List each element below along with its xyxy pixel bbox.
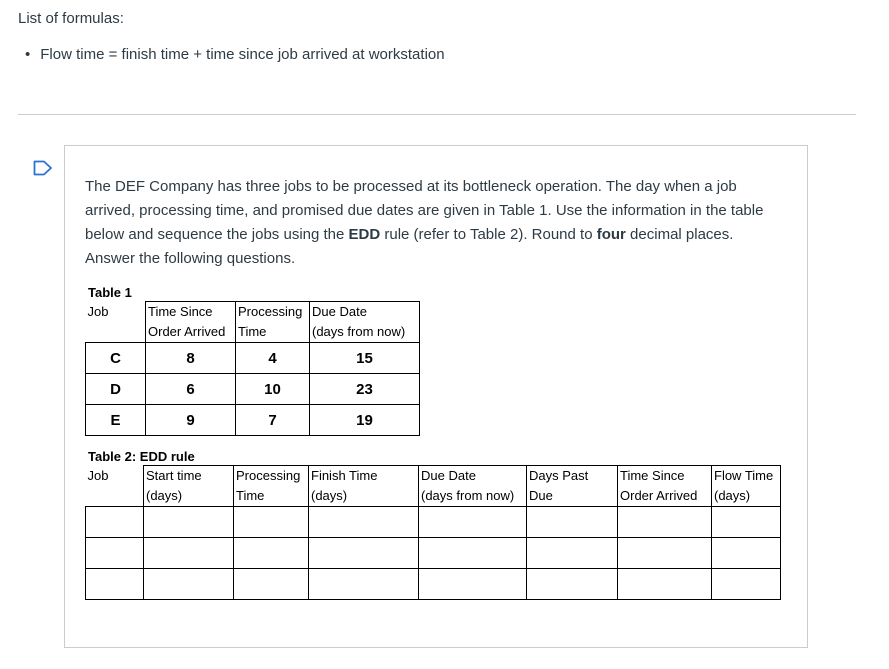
table-row [86, 538, 781, 569]
header-line1: Job [87, 467, 109, 483]
table-row [86, 569, 781, 600]
table-2-grid [85, 465, 781, 600]
header-line1: Time Since [148, 304, 213, 319]
table-cell: 10 [236, 374, 310, 405]
header-line1: Due Date [421, 468, 476, 483]
header-line2: Time [236, 488, 265, 503]
formulas-title: List of formulas: [18, 10, 124, 27]
table-row [86, 507, 781, 538]
header-line2: (days) [146, 488, 183, 503]
section-divider [18, 114, 856, 115]
table-cell: 19 [310, 405, 420, 436]
header-line2: (days from now) [421, 488, 515, 503]
table-2-header-cell [234, 466, 309, 507]
header-line2: (days) [311, 488, 348, 503]
table-cell [309, 569, 419, 600]
table-1-header-row [86, 302, 420, 343]
table-cell [144, 538, 234, 569]
table-cell [234, 569, 309, 600]
header-line1: Flow Time [714, 468, 774, 483]
table-1 [85, 285, 420, 436]
header-line1: Days Past Due [529, 468, 589, 503]
table-1-header-cell [146, 302, 236, 343]
question-intro: The DEF Company has three jobs to be processed at its bottleneck operation. The day when a job arrived, processing time, and promised due dates are given in Table 1. Use the information in the table below and sequence the jobs using the [85, 178, 764, 243]
table-cell [234, 507, 309, 538]
table-cell [712, 569, 781, 600]
table-cell [618, 507, 712, 538]
table-cell: 4 [236, 343, 310, 374]
header-line1: Finish Time [311, 468, 378, 483]
table-cell: 23 [310, 374, 420, 405]
flag-question-icon[interactable] [33, 160, 53, 176]
header-line1: Job [87, 303, 109, 319]
table-cell [144, 569, 234, 600]
table-row [86, 374, 420, 405]
table-2-header-cell [419, 466, 527, 507]
header-line2: Order Arrived [148, 324, 226, 339]
table-cell [309, 538, 419, 569]
header-line1: Time Since [620, 468, 685, 483]
table-cell [419, 507, 527, 538]
question-rounding: four [596, 226, 626, 243]
table-cell [618, 538, 712, 569]
question-text [85, 175, 775, 271]
table-2-header-cell [527, 466, 618, 507]
table-1-header-cell [86, 302, 146, 343]
header-line1: Start time [146, 468, 202, 483]
table-2-header-row [86, 466, 781, 507]
table-1-grid [85, 301, 420, 436]
formula-item: • Flow time = finish time + time since job arrived at workstation [25, 46, 445, 63]
table-cell: 7 [236, 405, 310, 436]
table-cell: D [86, 374, 146, 405]
table-row [86, 343, 420, 374]
table-cell [419, 569, 527, 600]
header-line1: Processing [238, 304, 303, 319]
header-line1: Due Date [312, 304, 367, 319]
table-2-header-cell [86, 466, 144, 507]
table-2-caption: Table 2: EDD rule [88, 449, 195, 464]
table-cell [527, 507, 618, 538]
table-cell [419, 538, 527, 569]
table-cell [712, 538, 781, 569]
table-1-caption: Table 1 [88, 285, 132, 300]
table-2 [85, 449, 781, 600]
table-cell [309, 507, 419, 538]
table-1-header-cell [236, 302, 310, 343]
question-box [64, 145, 808, 648]
table-1-header-cell [310, 302, 420, 343]
table-cell: 8 [146, 343, 236, 374]
table-2-header-cell [309, 466, 419, 507]
table-cell: C [86, 343, 146, 374]
table-cell [712, 507, 781, 538]
table-cell [86, 569, 144, 600]
table-2-header-cell [618, 466, 712, 507]
header-line2: (days from now) [312, 324, 406, 339]
header-line1: Processing [236, 468, 301, 483]
table-cell [527, 569, 618, 600]
header-line2: Time [238, 324, 267, 339]
table-2-header-cell [144, 466, 234, 507]
table-cell [86, 538, 144, 569]
table-cell [618, 569, 712, 600]
header-line2: Order Arrived [620, 488, 698, 503]
header-line2: (days) [714, 488, 751, 503]
table-row [86, 405, 420, 436]
question-rule: EDD [348, 226, 381, 243]
table-cell [86, 507, 144, 538]
question-mid: rule (refer to Table 2). Round to [380, 226, 597, 243]
formula-list [25, 46, 445, 63]
table-cell [144, 507, 234, 538]
table-cell: E [86, 405, 146, 436]
question-end: decimal places. Answer the following questions. [85, 226, 734, 267]
table-cell [234, 538, 309, 569]
table-cell: 15 [310, 343, 420, 374]
table-cell [527, 538, 618, 569]
table-cell: 6 [146, 374, 236, 405]
table-cell: 9 [146, 405, 236, 436]
table-2-header-cell [712, 466, 781, 507]
